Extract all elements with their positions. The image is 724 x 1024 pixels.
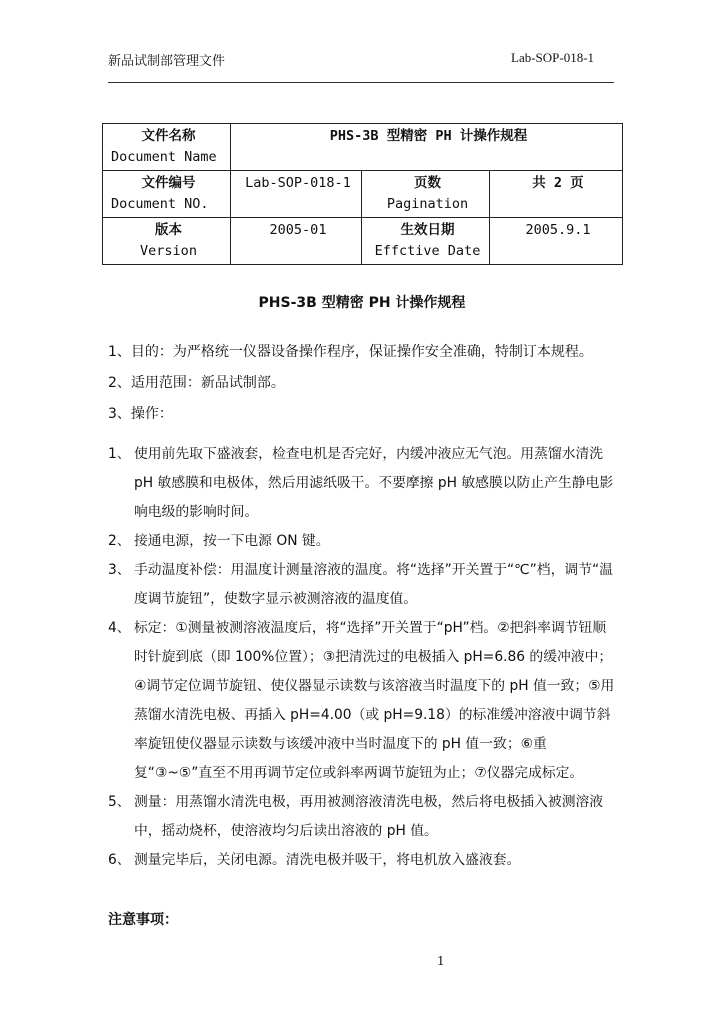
step-text: 手动温度补偿：用温度计测量溶液的温度。将“选择”开关置于“℃”档，调节“温度调节旋钮”，使数字显示被测溶液的温度值。 <box>134 562 613 607</box>
name-value-cell <box>231 124 623 171</box>
section-scope: 2、适用范围：新品试制部。 <box>108 375 285 391</box>
document-info-table <box>102 123 623 265</box>
procedure-title: PHS-3B 型精密 PH 计操作规程 <box>258 295 466 311</box>
step-number: 6、 <box>108 852 131 868</box>
no-label-en: Document NO. <box>111 196 209 212</box>
date-label-en: Effctive Date <box>374 243 481 259</box>
step-item <box>108 527 618 556</box>
step-item <box>108 788 618 846</box>
step-number: 5、 <box>108 794 131 810</box>
date-value-cell <box>490 218 623 265</box>
name-label-cn: 文件名称 <box>141 128 196 144</box>
pages-value-cell <box>490 171 623 218</box>
step-text: 接通电源，按一下电源 ON 键。 <box>134 533 330 549</box>
date-label-cell <box>362 218 490 265</box>
version-label-en: Version <box>140 243 197 259</box>
step-text: 标定：①测量被测溶液温度后，将“选择”开关置于“pH”档。②把斜率调节钮顺时针旋到底（即 100%位置）；③把清洗过的电极插入 pH=6.86 的缓冲液中；④调节定位调节旋钮、使仪器显示读数与该溶液当时温度下的 pH 值一致；⑤用蒸馏水清洗电极、再插入 pH=4.00（或 pH=9.18）的标准缓冲溶液中调节斜率旋钮使仪器显示读数与该缓冲液中当时温度下的 pH 值一致；⑥重复“③~⑤”直至不用再调节定位或斜率两调节旋钮为止；⑦仪器完成标定。 <box>134 620 615 781</box>
page-number: 1 <box>437 954 445 968</box>
pages-label-cell <box>362 171 490 218</box>
version-value: 2005-01 <box>269 222 327 238</box>
header-right: Lab-SOP-018-1 <box>511 50 595 65</box>
step-text: 测量：用蒸馏水清洗电极，再用被测溶液清洗电极，然后将电极插入被测溶液中，摇动烧杯，使溶液均匀后读出溶液的 pH 值。 <box>134 794 604 839</box>
header-divider <box>108 82 614 83</box>
step-item <box>108 556 618 614</box>
no-value: Lab-SOP-018-1 <box>245 175 351 191</box>
step-number: 3、 <box>108 562 131 578</box>
step-number: 4、 <box>108 620 131 636</box>
step-number: 1、 <box>108 446 131 462</box>
name-value: PHS-3B 型精密 PH 计操作规程 <box>329 128 528 144</box>
version-label-cn: 版本 <box>155 222 182 238</box>
no-label-cn: 文件编号 <box>141 175 196 191</box>
date-label-cn: 生效日期 <box>400 222 455 238</box>
operation-steps <box>108 440 618 875</box>
name-label-cell <box>103 124 231 171</box>
notes-heading: 注意事项： <box>108 912 178 928</box>
step-item <box>108 440 618 527</box>
no-label-cell <box>103 171 231 218</box>
pages-label-en: Pagination <box>386 196 469 212</box>
step-number: 2、 <box>108 533 131 549</box>
step-item <box>108 846 618 875</box>
date-value: 2005.9.1 <box>525 222 591 238</box>
step-text: 使用前先取下盛液套，检查电机是否完好，内缓冲液应无气泡。用蒸馏水清洗 pH 敏感膜和电极体，然后用滤纸吸干。不要摩擦 pH 敏感膜以防止产生静电影响电级的影响时间。 <box>134 446 614 520</box>
section-purpose: 1、目的：为严格统一仪器设备操作程序，保证操作安全准确，特制订本规程。 <box>108 344 593 360</box>
step-item <box>108 614 618 788</box>
step-text: 测量完毕后，关闭电源。清洗电极并吸干，将电机放入盛液套。 <box>134 852 521 868</box>
no-value-cell <box>231 171 362 218</box>
section-operation: 3、操作： <box>108 406 173 422</box>
version-label-cell <box>103 218 231 265</box>
pages-label-cn: 页数 <box>414 175 441 191</box>
name-label-en: Document Name <box>111 149 217 165</box>
pages-value: 共 2 页 <box>532 175 584 191</box>
version-value-cell <box>231 218 362 265</box>
header-left: 新品试制部管理文件 <box>108 54 226 69</box>
